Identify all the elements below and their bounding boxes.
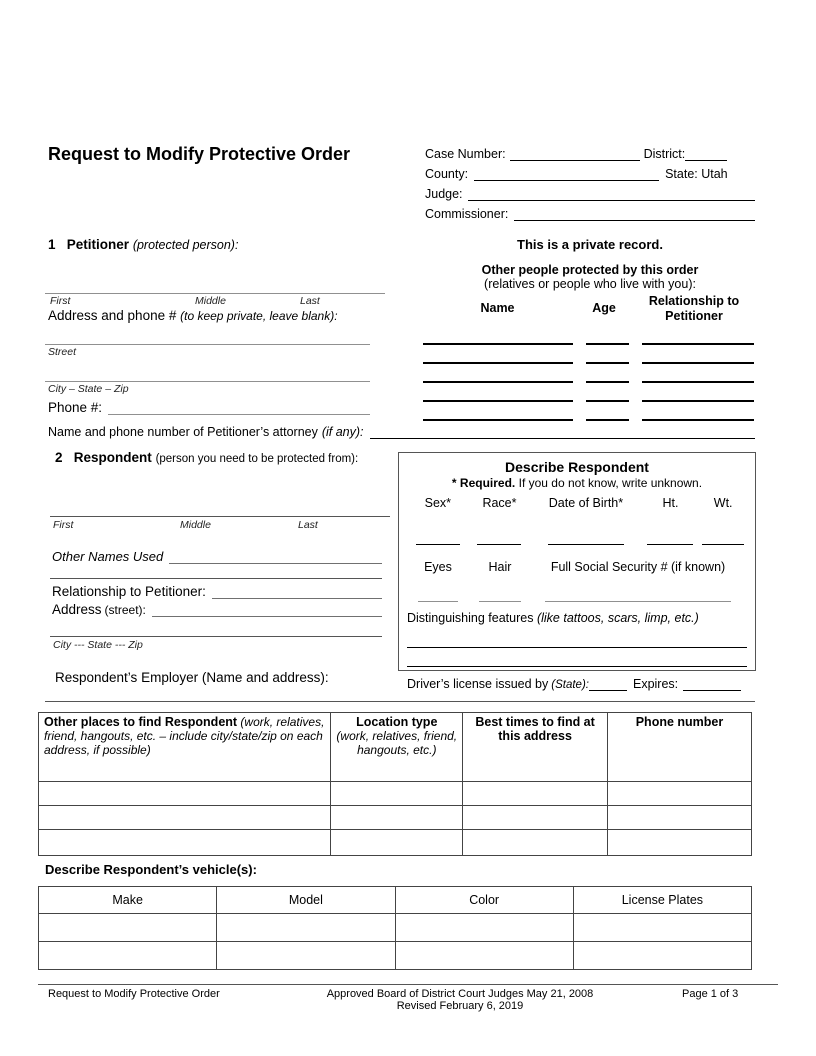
page-title: Request to Modify Protective Order [48,144,351,164]
dob-label: Date of Birth* [548,496,624,510]
people-age-field[interactable] [586,326,629,345]
phone-row [48,400,370,415]
describe-fields-row2 [407,560,747,574]
address-phone-label: Address and phone # (to keep private, leave blank): [48,308,338,323]
describe-respondent-box [398,452,756,691]
petitioner-street-field[interactable] [45,344,370,345]
section2-subtitle: (person you need to be protected from): [155,453,359,465]
places-header-row [39,713,752,782]
address-phone-note: (to keep private, leave blank): [180,309,338,323]
people-row [423,383,755,402]
expires-label: Expires: [632,677,679,691]
sex-field[interactable] [416,532,460,545]
people-row [423,402,755,421]
petitioner-city-field[interactable] [45,381,370,382]
vehicle-cell[interactable] [395,914,573,942]
attorney-field[interactable] [370,427,755,440]
people-col-relationship: Relationship to Petitioner [648,294,740,323]
footer-center: Approved Board of District Court Judges May 21, 2008 Revised February 6, 2019 [326,988,594,1012]
places-col3-header: Best times to find at this address [463,713,608,782]
other-names-label: Other Names Used [52,549,164,564]
ht-field[interactable] [647,532,693,545]
relationship-row [52,584,382,599]
sex-label: Sex* [424,496,452,510]
features-label: Distinguishing features [407,611,534,625]
people-age-field[interactable] [586,345,629,364]
city-state-zip-label: City – State – Zip [48,383,129,395]
employer-label: Respondent’s Employer (Name and address): [55,670,329,685]
dob-field[interactable] [548,532,624,545]
people-row [423,345,755,364]
other-names-field[interactable] [169,551,382,564]
features-field-2[interactable] [407,655,747,668]
wt-field[interactable] [702,532,744,545]
county-field[interactable] [474,169,659,182]
race-label: Race* [482,496,517,510]
places-cell[interactable] [463,830,608,856]
footer-divider [38,984,778,985]
attorney-note: (if any): [321,425,364,439]
license-expires-field[interactable] [683,679,741,692]
private-record-block [425,237,755,291]
ssn-label: Full Social Security # (if known) [550,559,726,574]
people-rel-field[interactable] [642,345,754,364]
places-cell[interactable] [39,782,331,806]
vehicle-row [39,914,752,942]
private-record-notice: This is a private record. [517,237,663,252]
people-name-field[interactable] [423,402,573,421]
section2-heading [55,450,358,465]
relationship-field[interactable] [212,586,382,600]
places-cell[interactable] [463,782,608,806]
places-cell[interactable] [39,830,331,856]
people-name-field[interactable] [423,326,573,345]
people-rel-field[interactable] [642,326,754,345]
middle-label: Middle [195,295,226,307]
section1-heading [48,237,238,252]
respondent-address-row [52,602,382,617]
other-names-row [52,549,382,564]
phone-label: Phone #: [48,400,103,415]
places-cell[interactable] [331,782,463,806]
describe-title: Describe Respondent [505,459,649,475]
places-row [39,806,752,830]
vehicle-cell[interactable] [395,942,573,970]
people-name-field[interactable] [423,383,573,402]
places-table [38,712,752,856]
eyes-label: Eyes [424,559,452,574]
places-col1-header: Other places to find Respondent (work, relatives, friend, hangouts, etc. – include city/state/zip on each address, if possible) [39,713,331,782]
people-row [423,326,755,345]
employer-field[interactable] [45,701,755,702]
people-name-field[interactable] [423,364,573,383]
features-note: (like tattoos, scars, limp, etc.) [536,611,699,625]
section1-number: 1 [48,237,56,252]
vehicle-cell[interactable] [573,942,751,970]
license-state-field[interactable] [589,679,627,692]
case-info-block [425,141,755,221]
petitioner-name-field[interactable] [45,293,385,294]
vehicle-row [39,942,752,970]
color-header: Color [395,887,573,914]
footer-left: Request to Modify Protective Order [48,988,220,1000]
commissioner-field[interactable] [514,209,755,222]
hair-field[interactable] [479,590,521,603]
district-field[interactable] [685,149,727,162]
commissioner-label: Commissioner: [425,207,509,221]
places-cell[interactable] [331,830,463,856]
other-people-title: Other people protected by this order [481,263,699,277]
wt-label: Wt. [713,496,733,510]
places-cell[interactable] [39,806,331,830]
places-row [39,830,752,856]
describe-lines-row2 [407,590,747,606]
people-col-age: Age [592,301,616,315]
last-label: Last [300,295,320,307]
city-state-zip-label: City --- State --- Zip [53,639,143,651]
eyes-field[interactable] [418,590,458,603]
vehicle-cell[interactable] [217,942,395,970]
places-col4-header: Phone number [607,713,751,782]
race-field[interactable] [477,532,521,545]
people-age-field[interactable] [586,402,629,421]
relationship-label: Relationship to Petitioner: [52,584,206,599]
license-row [407,677,747,691]
attorney-row [48,425,755,439]
case-number-label: Case Number: [425,147,506,161]
make-header: Make [39,887,217,914]
vehicles-header-row [39,887,752,914]
section1-title: Petitioner [66,237,130,252]
license-note: (State): [551,679,589,691]
people-age-field[interactable] [586,364,629,383]
ht-label: Ht. [662,496,679,510]
places-row [39,782,752,806]
people-row [423,364,755,383]
places-cell[interactable] [331,806,463,830]
judge-label: Judge: [425,187,463,201]
judge-field[interactable] [468,189,755,202]
describe-fields-row1 [407,496,747,510]
people-rel-field[interactable] [642,364,754,383]
places-cell[interactable] [607,830,751,856]
first-label: First [53,519,74,531]
section2-number: 2 [55,450,63,465]
vehicle-cell[interactable] [39,914,217,942]
describe-required-note: * Required. If you do not know, write unknown. [451,476,703,490]
places-col2-header: Location type (work, relatives, friend, hangouts, etc.) [331,713,463,782]
people-col-name: Name [480,301,515,315]
street-label: Street [48,346,77,358]
vehicles-table [38,886,752,970]
places-cell[interactable] [607,806,751,830]
middle-label: Middle [180,519,211,531]
phone-field[interactable] [108,402,370,416]
respondent-address-label: Address [52,602,102,617]
describe-lines-row1 [407,532,747,548]
other-names-field-2[interactable] [50,578,382,579]
vehicle-cell[interactable] [39,942,217,970]
people-rel-field[interactable] [642,402,754,421]
footer-page-number: Page 1 of 3 [682,988,739,1000]
district-label: District: [643,147,686,161]
respondent-city-field[interactable] [50,636,382,637]
section2-title: Respondent [73,450,152,465]
model-header: Model [217,887,395,914]
people-rel-field[interactable] [642,383,754,402]
license-label: Driver’s license issued by [407,677,549,691]
first-label: First [50,295,71,307]
people-name-field[interactable] [423,345,573,364]
vehicles-title: Describe Respondent’s vehicle(s): [45,862,257,877]
attorney-label: Name and phone number of Petitioner’s attorney [48,425,318,439]
vehicle-cell[interactable] [217,914,395,942]
respondent-address-note: (street): [104,603,146,617]
ssn-field[interactable] [545,590,731,603]
county-label: County: [425,167,469,181]
places-cell[interactable] [463,806,608,830]
respondent-address-field[interactable] [152,604,382,618]
vehicle-cell[interactable] [573,914,751,942]
respondent-name-field[interactable] [50,516,390,517]
other-people-subtitle: (relatives or people who live with you): [484,277,696,291]
people-rows [423,326,755,421]
hair-label: Hair [488,559,512,574]
people-age-field[interactable] [586,383,629,402]
case-number-field[interactable] [510,149,640,162]
places-cell[interactable] [607,782,751,806]
section1-subtitle: (protected person): [132,238,239,252]
plates-header: License Plates [573,887,751,914]
state-label: State: Utah [665,167,728,181]
features-field-1[interactable] [407,635,747,648]
features-row [407,611,747,625]
last-label: Last [298,519,318,531]
